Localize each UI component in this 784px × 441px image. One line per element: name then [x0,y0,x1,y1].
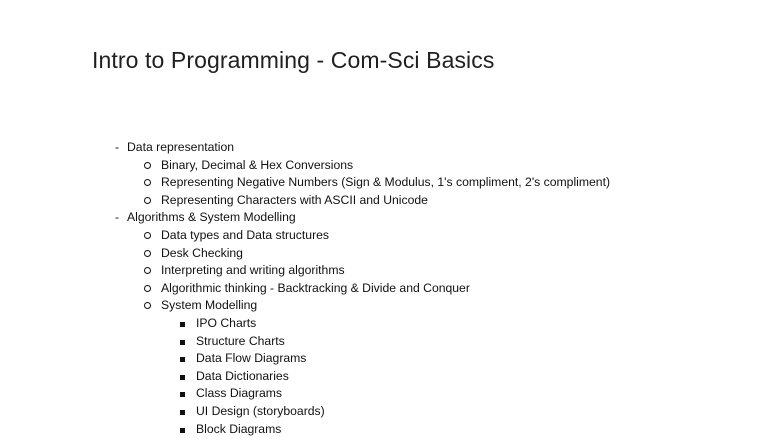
circle-bullet-shape [144,285,151,292]
outline-item-text: Class Diagrams [196,386,283,401]
outline-item-level3 [0,421,784,439]
square-bullet-icon [176,403,188,421]
hollow-circle-bullet-icon [141,227,153,246]
outline-item-level2 [0,280,784,298]
circle-bullet-shape [144,179,151,186]
circle-bullet-shape [144,232,151,239]
outline-item-text: Desk Checking [161,245,243,260]
outline-item-text: UI Design (storyboards) [196,403,325,418]
hollow-circle-bullet-icon [141,157,153,176]
dash-bullet: - [114,140,120,154]
outline-item-text: Structure Charts [196,333,285,348]
square-bullet-icon [176,421,188,439]
outline-item-level2 [0,157,784,175]
square-bullet-shape [180,322,185,327]
square-bullet-icon [176,385,188,403]
outline-item-level2 [0,227,784,245]
outline-item-level2 [0,174,784,192]
outline-item-level1 [0,139,784,157]
outline-item-text: Data Dictionaries [196,368,289,383]
square-bullet-shape [180,392,185,397]
outline-item-text: Data Flow Diagrams [196,351,307,366]
outline-item-level3 [0,368,784,386]
hollow-circle-bullet-icon [141,174,153,193]
square-bullet-icon [176,350,188,368]
outline-item-text: Block Diagrams [196,421,282,436]
page-title: Intro to Programming - Com-Sci Basics [92,47,495,73]
circle-bullet-shape [144,250,151,257]
outline-item-text: IPO Charts [196,315,257,330]
outline-item-text: Algorithmic thinking - Backtracking & Divide and Conquer [161,280,470,295]
outline-item-level3 [0,333,784,351]
outline-item-level3 [0,315,784,333]
hollow-circle-bullet-icon [141,280,153,299]
outline-item-level2 [0,192,784,210]
outline-item-level2 [0,245,784,263]
outline-item-level1 [0,209,784,227]
square-bullet-shape [180,340,185,345]
hollow-circle-bullet-icon [141,262,153,281]
square-bullet-shape [180,428,185,433]
circle-bullet-shape [144,162,151,169]
outline-item-level3 [0,350,784,368]
outline-item-level3 [0,403,784,421]
outline-item-text: Binary, Decimal & Hex Conversions [161,157,354,172]
outline-item-text: Representing Characters with ASCII and Unicode [161,192,428,207]
hollow-circle-bullet-icon [141,245,153,264]
circle-bullet-shape [144,197,151,204]
square-bullet-shape [180,357,185,362]
outline-item-text: Representing Negative Numbers (Sign & Modulus, 1's compliment, 2's compliment) [161,175,611,190]
circle-bullet-shape [144,267,151,274]
outline-item-text: Data representation [127,140,235,154]
hollow-circle-bullet-icon [141,192,153,211]
square-bullet-shape [180,375,185,380]
outline-item-text: Data types and Data structures [161,227,330,242]
outline-item-level2 [0,297,784,315]
outline-item-text: Algorithms & System Modelling [127,210,296,225]
dash-bullet: - [114,210,120,225]
outline-item-text: System Modelling [161,298,258,313]
square-bullet-shape [180,410,185,415]
outline-item-text: Interpreting and writing algorithms [161,263,345,278]
topic-outline [0,139,784,438]
outline-item-level2 [0,262,784,280]
square-bullet-icon [176,368,188,386]
square-bullet-icon [176,333,188,351]
outline-item-level3 [0,385,784,403]
square-bullet-icon [176,315,188,333]
hollow-circle-bullet-icon [141,297,153,316]
circle-bullet-shape [144,302,151,309]
